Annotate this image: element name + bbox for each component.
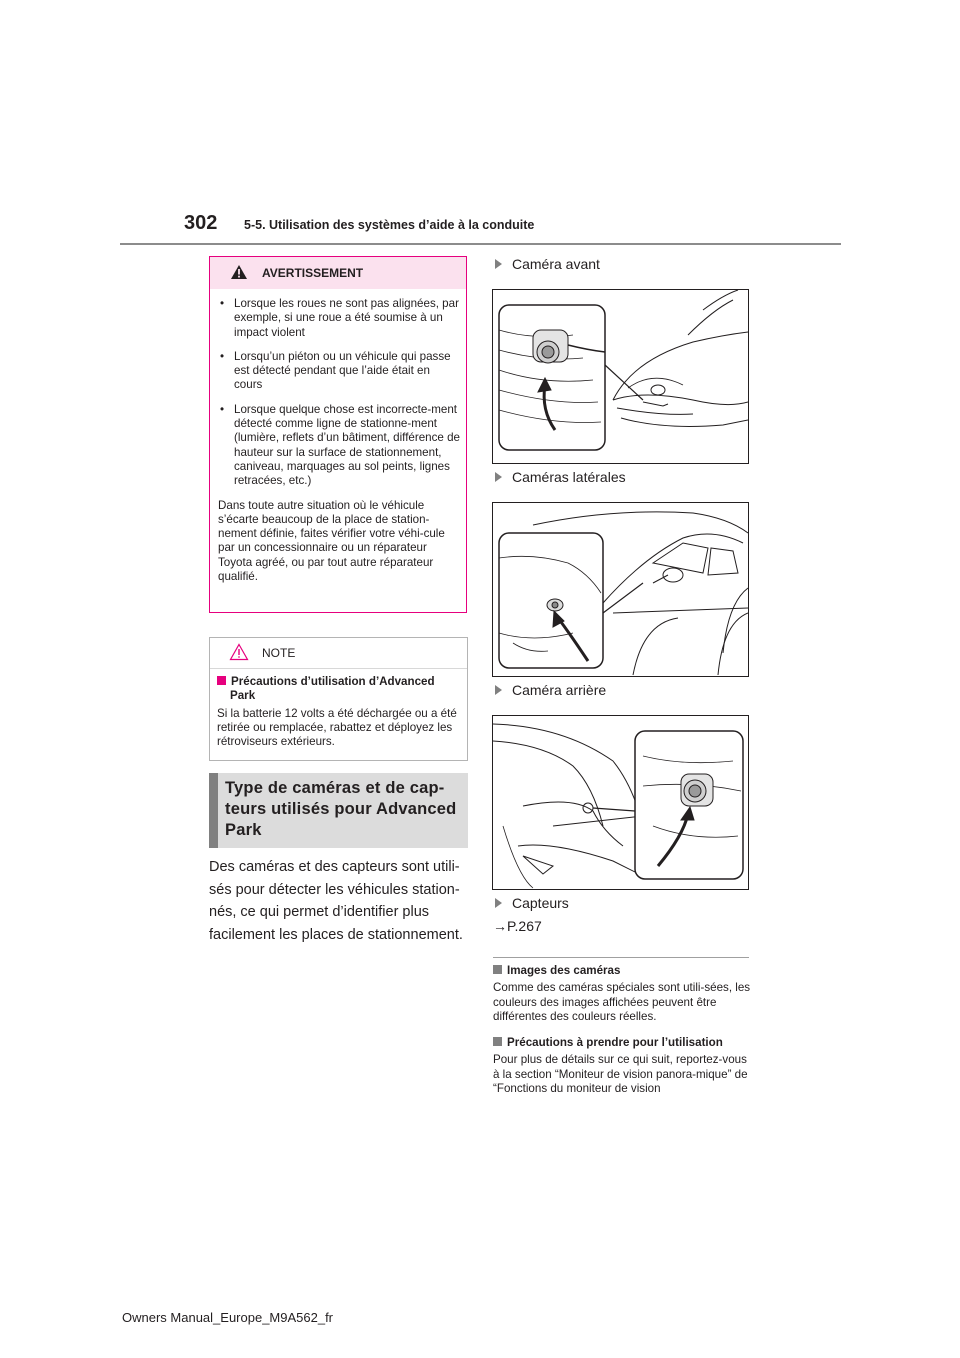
footer-text: Owners Manual_Europe_M9A562_fr: [122, 1310, 334, 1325]
arrow-right-icon: [495, 472, 502, 482]
warning-bullet: • Lorsqu’un piéton ou un véhicule qui passe est détecté pendant que l’aide était en cours: [218, 350, 460, 393]
arrow-right-icon: [495, 898, 502, 908]
page-number: 302: [184, 212, 218, 234]
header-rule: [120, 243, 841, 245]
arrow-right-icon: [495, 259, 502, 269]
section-heading: Type de caméras et de cap-teurs utilisés pour Advanced Park: [209, 773, 468, 848]
divider: [493, 957, 749, 958]
warning-bullet: • Lorsque quelque chose est incorrecte-ment détecté comme ligne de stationne-ment (lumière, reflets d’un bâtiment, différence de hauteur sur la surface de stationnement, caniveau, marquages au sol peints, lignes retracées, etc.): [218, 403, 460, 489]
rear-camera-figure: [492, 715, 749, 890]
side-camera-figure: [492, 502, 749, 677]
front-camera-figure: [492, 289, 749, 464]
sensors-label: Capteurs: [495, 895, 569, 911]
warning-header: [210, 257, 466, 289]
pink-square-marker: [217, 676, 226, 685]
images-title: Images des caméras: [493, 964, 751, 978]
grey-square-marker: [493, 965, 502, 974]
precautions-info: [493, 1036, 751, 1097]
warning-bullet: • Lorsque les roues ne sont pas alignées, par exemple, si une roue a été soumise à un impact violent: [218, 297, 460, 340]
side-camera-label: Caméras latérales: [495, 469, 626, 485]
warning-title: AVERTISSEMENT: [262, 266, 364, 280]
grey-square-marker: [493, 1037, 502, 1046]
note-subtitle: Précautions d’utilisation d’Advanced Park: [217, 675, 461, 703]
precautions-text: Pour plus de détails sur ce qui suit, reportez-vous à la section “Moniteur de vision panora-mique” de “Fonctions du moniteur de vision: [493, 1053, 748, 1096]
warning-icon: [230, 264, 248, 280]
note-text: Si la batterie 12 volts a été déchargée ou a été retirée ou remplacée, rabattez et déployez les rétroviseurs extérieurs.: [217, 707, 457, 748]
caution-icon: [229, 643, 249, 661]
note-header: [210, 638, 467, 669]
images-info: [493, 964, 751, 1025]
page-reference-link[interactable]: →P.267: [493, 918, 542, 934]
note-title: NOTE: [262, 646, 296, 660]
front-camera-label: Caméra avant: [495, 256, 600, 272]
warning-closing-text: Dans toute autre situation où le véhicule s’écarte beaucoup de la place de station-nement définie, faites vérifier votre véhi-cule par un concessionnaire ou un réparateur Toyota agréé, ou par tout autre réparateur qualifié.: [218, 498, 445, 584]
warning-box: [209, 256, 467, 613]
images-text: Comme des caméras spéciales sont utili-sées, les couleurs des images affichées peuvent être différentes des couleurs réelles.: [493, 981, 751, 1024]
precautions-title: Précautions à prendre pour l’utilisation: [493, 1036, 751, 1050]
arrow-right-icon: [495, 685, 502, 695]
note-box: [209, 637, 468, 761]
section-title: 5-5. Utilisation des systèmes d’aide à la conduite: [244, 218, 535, 232]
rear-camera-label: Caméra arrière: [495, 682, 606, 698]
intro-paragraph: Des caméras et des capteurs sont utili-sés pour détecter les véhicules station-nés, ce qui permet d’identifier plus facilement les places de stationnement.: [209, 859, 463, 943]
